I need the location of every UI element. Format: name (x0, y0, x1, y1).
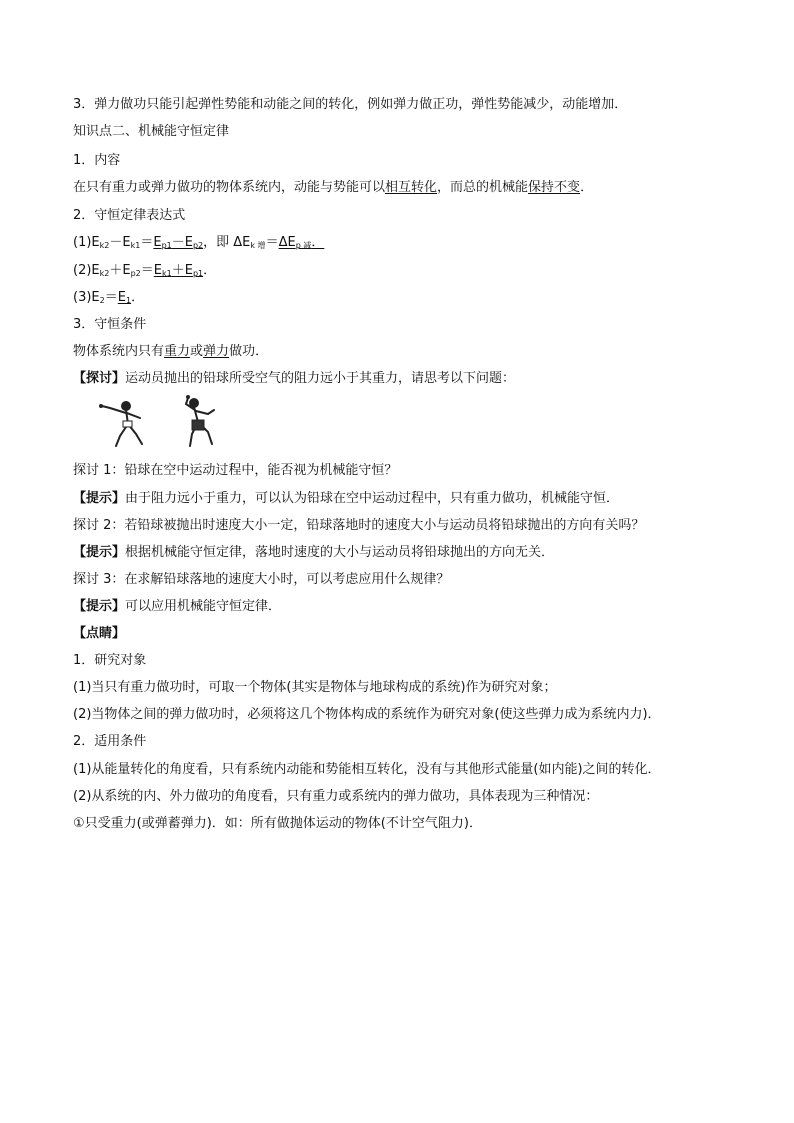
text: ＝ (104, 290, 118, 305)
paragraph-content (73, 177, 593, 199)
text: E (91, 235, 100, 250)
subscript: k1 (130, 241, 141, 250)
text: ，而总的机械能 (437, 180, 529, 195)
text: ＋E (171, 263, 193, 278)
subscript: p1 (161, 241, 172, 250)
tag-label: 【提示】 (73, 491, 126, 506)
text: E (91, 263, 100, 278)
formula-3 (73, 287, 144, 309)
hint-2 (73, 542, 554, 564)
discussion-1: 探讨 1：铅球在空中运动过程中，能否视为机械能守恒？ (73, 463, 398, 478)
subheading-content: 1．内容 (73, 153, 121, 168)
text: ＝ (265, 235, 279, 250)
paragraph-condition (73, 341, 268, 363)
text: E (153, 263, 162, 278)
text: 做功． (229, 344, 269, 359)
shot-put-athletes-illustration (96, 394, 236, 456)
subscript: 2 (99, 296, 105, 305)
hint-3 (73, 596, 281, 618)
subscript: k2 (99, 269, 110, 278)
subscript: k2 (99, 241, 110, 250)
athlete-figure-left (99, 402, 142, 446)
text: E (91, 290, 100, 305)
blank-answer (154, 263, 203, 278)
point-1-1: (1)当只有重力做功时，可取一个物体(其实是物体与地球构成的系统)作为研究对象； (73, 680, 557, 695)
point-2-2: (2)从系统的内、外力做功的角度看，只有重力或系统内的弹力做功，具体表现为三种情况： (73, 789, 599, 804)
paragraph-elastic-work: 3．弹力做功只能引起弹性势能和动能之间的转化，例如弹力做正功，弹性势能减少，动能增加． (73, 97, 628, 112)
formula-1 (73, 232, 324, 254)
text: (3) (73, 290, 92, 305)
tag-label: 【提示】 (73, 545, 126, 560)
section-heading-2: 知识点二、机械能守恒定律 (73, 124, 230, 139)
text: ． (311, 235, 325, 250)
subheading-expression: 2．守恒定律表达式 (73, 208, 186, 223)
discussion-3: 探讨 3：在求解铅球落地的速度大小时，可以考虑应用什么规律？ (73, 572, 450, 587)
discussion-2: 探讨 2：若铅球被抛出时速度大小一定，铅球落地时的速度大小与运动员将铅球抛出的方向有关吗？ (73, 518, 645, 533)
hint-1 (73, 488, 619, 510)
subscript: 1 (125, 296, 132, 305)
text: ． (580, 180, 594, 195)
text: －E (171, 235, 193, 250)
formula-2 (73, 260, 216, 282)
text: ＝ (140, 263, 154, 278)
text: (2) (73, 263, 92, 278)
point-1-2: (2)当物体之间的弹力做功时，必须将这几个物体构成的系统作为研究对象(使这些弹力成为系统内力)． (73, 707, 661, 722)
text: ＝ (140, 235, 154, 250)
blank-answer (279, 235, 325, 250)
text: ＋E (109, 263, 131, 278)
text: 或 (190, 344, 204, 359)
text: ，即 ΔE (203, 235, 251, 250)
text: 物体系统内只有 (73, 344, 165, 359)
blank-answer (153, 235, 203, 250)
text: E (153, 235, 162, 250)
subscript: p2 (130, 269, 141, 278)
subscript: p2 (192, 241, 204, 250)
text: 运动员抛出的铅球所受空气的阻力远小于其重力，请思考以下问题： (125, 371, 516, 386)
subheading-research-object: 1．研究对象 (73, 653, 147, 668)
text: －E (109, 235, 131, 250)
subscript: p 减 (295, 241, 312, 250)
tag-label: 【探讨】 (73, 371, 126, 386)
text: 由于阻力远小于重力，可以认为铅球在空中运动过程中，只有重力做功，机械能守恒． (125, 491, 620, 506)
text: ． (203, 263, 217, 278)
text: (1) (73, 235, 92, 250)
text: ΔE (278, 235, 296, 250)
tag-label: 【提示】 (73, 599, 126, 614)
text: E (117, 290, 126, 305)
athlete-figure-right (186, 395, 214, 446)
blank-answer: 相互转化 (385, 180, 438, 195)
key-points-heading: 【点睛】 (73, 626, 126, 641)
discussion-intro (73, 368, 515, 390)
blank-answer (118, 290, 131, 305)
blank-answer: 弹力 (203, 344, 230, 359)
text: 在只有重力或弹力做功的物体系统内，动能与势能可以 (73, 180, 386, 195)
text: 可以应用机械能守恒定律． (125, 599, 282, 614)
point-2-2-case-1: ①只受重力(或弹蓄弹力)．如：所有做抛体运动的物体(不计空气阻力)． (73, 816, 482, 831)
subheading-condition: 3．守恒条件 (73, 317, 147, 332)
subscript: k1 (162, 269, 172, 278)
text: 根据机械能守恒定律，落地时速度的大小与运动员将铅球抛出的方向无关． (125, 545, 555, 560)
blank-answer: 重力 (164, 344, 191, 359)
subscript: k 增 (250, 241, 266, 250)
point-2-1: (1)从能量转化的角度看，只有系统内动能和势能相互转化，没有与其他形式能量(如内能)之间的转化． (73, 762, 661, 777)
subscript: p1 (192, 269, 204, 278)
blank-answer: 保持不变 (528, 180, 581, 195)
subheading-applicable-conditions: 2．适用条件 (73, 734, 147, 749)
text: ． (131, 290, 145, 305)
